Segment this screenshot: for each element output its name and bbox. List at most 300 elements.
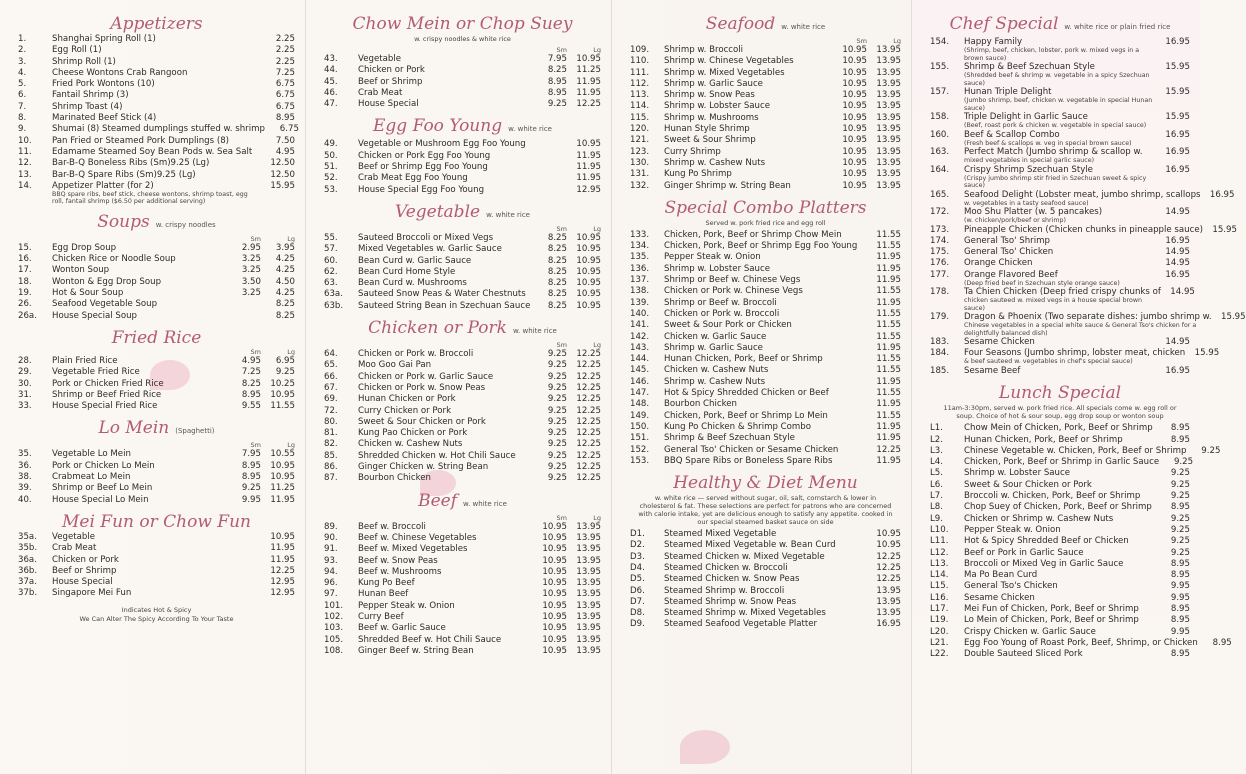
- item-price-large: 13.95: [876, 101, 901, 112]
- item-name-text: Chicken or Pork w. Broccoli: [358, 349, 474, 360]
- menu-item: [18, 311, 295, 322]
- item-price: 16.95: [1165, 37, 1190, 47]
- item-price-small: 10.95: [542, 589, 567, 600]
- item-name: [52, 288, 227, 299]
- menu-item: [18, 472, 295, 483]
- item-name: [52, 356, 227, 367]
- item-number: 89.: [324, 521, 338, 532]
- item-number: 149.: [630, 410, 650, 421]
- item-number: 51.: [324, 162, 338, 173]
- menu-item: [630, 456, 901, 467]
- item-name-text: Shrimp & Beef Szechuan Style: [664, 433, 795, 444]
- item-name-text: Curry Shrimp: [664, 146, 721, 157]
- item-price-small: 10.95: [842, 124, 867, 135]
- item-name-text: Steamed Mixed Vegetable w. Bean Curd: [664, 540, 836, 551]
- spicy-footnote: [18, 606, 295, 624]
- item-number: D9.: [630, 619, 645, 630]
- item-number: L3.: [930, 445, 943, 456]
- item-price-large: 10.95: [576, 54, 601, 64]
- menu-item: [324, 567, 601, 578]
- item-name-text: General Tso' Chicken or Sesame Chicken: [664, 444, 839, 455]
- menu-item: [324, 522, 601, 533]
- item-name-text: Plain Fried Rice: [52, 355, 118, 366]
- item-name: [664, 124, 833, 135]
- item-price: 11.95: [876, 455, 901, 466]
- item-price: 11.55: [876, 320, 901, 331]
- item-number: 63a.: [324, 289, 343, 300]
- menu-item: [630, 354, 901, 365]
- item-description: (Shredded beef & shrimp w. vegetable in a spicy Szechuan sauce): [964, 72, 1150, 87]
- item-number: L1.: [930, 423, 943, 434]
- item-price: 8.95: [1170, 570, 1190, 581]
- item-number: 16.: [18, 254, 32, 265]
- item-price: 12.95: [270, 588, 295, 599]
- item-number: 111.: [630, 67, 650, 78]
- item-name: [358, 451, 533, 462]
- item-name: [358, 372, 533, 383]
- item-number: 6.: [18, 90, 27, 101]
- menu-item: [18, 57, 295, 68]
- item-name: [52, 68, 261, 79]
- item-number: 101.: [324, 600, 344, 611]
- section-subtitle: w. white rice: [486, 210, 530, 219]
- item-name-text: Hunan Chicken or Pork: [358, 394, 456, 405]
- menu-item: [630, 135, 901, 146]
- item-number: 178.: [930, 287, 950, 298]
- item-number: L9.: [930, 513, 943, 524]
- item-name: [964, 62, 1156, 87]
- item-number: 148.: [630, 399, 650, 410]
- item-price: 9.25: [1170, 513, 1190, 524]
- item-price: 15.95: [1165, 112, 1190, 122]
- item-number: 30.: [18, 378, 32, 389]
- item-number: 15.: [18, 242, 32, 253]
- menu-item: [18, 243, 295, 254]
- item-name-text: Shrimp w. Snow Peas: [664, 90, 755, 101]
- item-name: [358, 623, 533, 634]
- item-name: [358, 462, 533, 473]
- menu-item: [930, 112, 1190, 130]
- item-price-small: 8.25: [547, 266, 567, 277]
- item-number: L13.: [930, 558, 949, 569]
- item-number: 133.: [630, 229, 650, 240]
- item-name: [52, 461, 227, 472]
- item-name-text: Chicken or Pork Egg Foo Young: [358, 150, 491, 161]
- item-price-large: 13.95: [876, 146, 901, 157]
- menu-item: [930, 480, 1190, 491]
- item-number: L5.: [930, 468, 943, 479]
- item-name: [964, 548, 1156, 559]
- item-name-text: Crab Meat Egg Foo Young: [358, 173, 468, 184]
- menu-item: [930, 445, 1221, 457]
- section-subtitle: (Spaghetti): [175, 427, 215, 436]
- item-number: 31.: [18, 389, 32, 400]
- item-price: 2.25: [275, 45, 295, 56]
- item-price-large: 13.95: [576, 566, 601, 577]
- item-name-text: Shrimp w. Lobster Sauce: [664, 263, 771, 274]
- menu-item: [18, 79, 295, 90]
- item-name: [664, 597, 867, 608]
- item-name: [358, 256, 533, 267]
- item-name: [52, 299, 227, 310]
- menu-item: [630, 411, 901, 422]
- section-title-text: Special Combo Platters: [664, 197, 867, 218]
- item-number: D6.: [630, 585, 645, 596]
- item-name-text: Pepper Steak w. Onion: [964, 524, 1061, 535]
- item-price-small: 10.95: [842, 146, 867, 157]
- item-price: 11.55: [876, 331, 901, 342]
- menu-item: [18, 136, 295, 147]
- item-number: L19.: [930, 615, 949, 626]
- item-number: 120.: [630, 124, 650, 135]
- item-price-small: 10.95: [842, 78, 867, 89]
- item-price-small: 9.25: [547, 416, 567, 427]
- menu-item: [630, 540, 901, 551]
- menu-item: [18, 113, 295, 124]
- item-number: 50.: [324, 150, 338, 161]
- item-number: 8.: [18, 113, 27, 124]
- item-name: [358, 88, 533, 99]
- menu-item: [930, 130, 1190, 148]
- menu-section-egg_foo: [324, 116, 601, 195]
- item-name: [664, 574, 867, 585]
- item-number: 35a.: [18, 531, 37, 542]
- item-name: [358, 473, 533, 484]
- item-name: [358, 360, 533, 371]
- item-name: [52, 90, 261, 101]
- item-price: 12.25: [876, 562, 901, 573]
- menu-item: [18, 34, 295, 45]
- menu-item: [18, 45, 295, 56]
- item-price-small: 10.95: [842, 45, 867, 55]
- item-name-text: Chicken or Pork: [358, 65, 425, 76]
- item-name: [52, 243, 227, 254]
- item-name: [664, 90, 833, 101]
- footnote-line: Indicates Hot & Spicy: [121, 605, 192, 614]
- menu-section-fried_rice: [18, 328, 295, 412]
- item-number: 85.: [324, 450, 338, 461]
- size-header: [324, 225, 601, 233]
- item-price-large: 13.95: [576, 600, 601, 611]
- item-name-text: Sauteed Broccoli or Mixed Vegs: [358, 232, 494, 243]
- item-number: 55.: [324, 232, 338, 243]
- item-number: D1.: [630, 529, 645, 540]
- item-name: [358, 267, 533, 278]
- item-number: 53.: [324, 184, 338, 195]
- item-price-large: 13.95: [576, 532, 601, 543]
- item-name-text: Bourbon Chicken: [358, 473, 431, 484]
- section-subtitle: w. white rice or plain fried rice: [1064, 23, 1171, 31]
- item-name-text: Steamed Shrimp w. Mixed Vegetables: [664, 608, 826, 619]
- menu-item: [324, 544, 601, 555]
- size-lg-label: Lg: [593, 513, 601, 522]
- menu-column-1: [0, 0, 306, 774]
- item-price: 12.95: [576, 184, 601, 195]
- section-title-text: Appetizers: [110, 14, 203, 34]
- item-price-large: 12.25: [576, 394, 601, 405]
- item-number: 97.: [324, 589, 338, 600]
- item-price-small: 9.25: [547, 462, 567, 473]
- item-number: L20.: [930, 626, 949, 637]
- item-name: [964, 649, 1156, 660]
- item-price-small: 10.95: [542, 532, 567, 543]
- item-name: [664, 422, 867, 433]
- section-title-text: Chow Mein or Chop Suey: [352, 14, 573, 34]
- item-description: (Crispy jumbo shrimp stir fried in Szechuan sweet & spicy sauce): [964, 174, 1147, 189]
- item-name-text: Sauteed String Bean in Szechuan Sauce: [358, 300, 531, 311]
- item-number: 2.: [18, 45, 27, 56]
- item-price-large: 10.95: [270, 472, 295, 483]
- item-number: 137.: [630, 275, 650, 286]
- item-number: 145.: [630, 365, 650, 376]
- size-header: [324, 46, 601, 54]
- item-price-small: 10.95: [542, 600, 567, 611]
- item-price-large: 10.95: [576, 255, 601, 266]
- section-title: [18, 418, 295, 441]
- item-price-small: 9.25: [547, 349, 567, 360]
- menu-item: [324, 267, 601, 278]
- item-name-text: Curry Beef: [358, 611, 404, 622]
- item-name-text: Vegetable: [52, 531, 96, 542]
- menu-item: [630, 275, 901, 286]
- item-name-text: Shumai (8) Steamed dumplings stuffed w. shrimp: [52, 124, 265, 135]
- item-price: 9.25: [1170, 524, 1190, 535]
- item-description: (Beef, roast pork & chicken w. vegetable in special sauce): [964, 122, 1147, 129]
- item-price: 11.95: [876, 433, 901, 444]
- menu-item: [930, 604, 1190, 615]
- item-name-text: Chicken or Pork w. Broccoli: [664, 308, 780, 319]
- item-price-large: 13.95: [876, 56, 901, 67]
- item-name-text: Sesame Chicken: [964, 592, 1035, 603]
- item-price: 8.95: [1212, 637, 1232, 648]
- item-name-text: Singapore Mei Fun: [52, 588, 132, 599]
- size-sm-label: Sm: [556, 224, 567, 233]
- item-name-text: Chicken or Shrimp w. Cashew Nuts: [964, 513, 1114, 524]
- item-number: 131.: [630, 169, 650, 180]
- size-lg-label: Lg: [287, 347, 295, 356]
- menu-item: [630, 619, 901, 630]
- item-price-large: 12.25: [576, 450, 601, 461]
- item-number: L11.: [930, 536, 949, 547]
- item-name: [664, 298, 867, 309]
- menu-item: [930, 423, 1190, 434]
- item-price-large: 13.95: [576, 634, 601, 645]
- menu-section-seafood: [630, 14, 901, 192]
- menu-item: [18, 288, 295, 299]
- section-title: [18, 14, 295, 34]
- item-name-text: Marinated Beef Stick (4): [52, 113, 157, 124]
- item-price: 11.95: [876, 342, 901, 353]
- section-title: [630, 14, 901, 37]
- item-description: (w. chicken/pork/beef or shrimp): [964, 217, 1066, 224]
- item-name-text: Chicken, Pork, Beef or Shrimp Chow Mein: [664, 229, 842, 240]
- item-name: [964, 423, 1156, 434]
- menu-item: [930, 258, 1190, 269]
- item-price-small: 9.25: [547, 428, 567, 439]
- menu-item: [630, 124, 901, 135]
- item-name-text: Pork or Chicken Lo Mein: [52, 460, 155, 471]
- item-price-large: 13.95: [876, 135, 901, 146]
- item-price-small: 10.95: [542, 611, 567, 622]
- item-name-text: Beef w. Chinese Vegetables: [358, 532, 477, 543]
- item-name-text: Sweet & Sour Shrimp: [664, 135, 756, 146]
- item-name-text: Steamed Shrimp w. Snow Peas: [664, 596, 797, 607]
- menu-item: [18, 449, 295, 460]
- item-price-large: 10.95: [576, 289, 601, 300]
- item-number: 93.: [324, 555, 338, 566]
- item-number: 1.: [18, 34, 27, 44]
- item-name: [964, 130, 1156, 148]
- item-name-text: Pepper Steak w. Onion: [358, 600, 455, 611]
- item-name: [664, 411, 867, 422]
- item-price: 12.95: [270, 577, 295, 588]
- menu-item: [630, 586, 901, 597]
- item-name-text: Shrimp & Beef Szechuan Style: [964, 62, 1095, 72]
- menu-item: [930, 37, 1190, 62]
- menu-item: [324, 612, 601, 623]
- item-price: 11.95: [876, 263, 901, 274]
- item-number: 82.: [324, 439, 338, 450]
- item-number: 184.: [930, 348, 950, 359]
- footnote-line: We Can Alter The Spicy According To Your Taste: [79, 614, 234, 623]
- item-number: L2.: [930, 434, 943, 445]
- menu-item: [630, 343, 901, 354]
- item-name-text: Perfect Match (Jumbo shrimp & scallop w.: [964, 147, 1143, 157]
- item-name: [964, 348, 1185, 366]
- item-name-text: Bean Curd w. Garlic Sauce: [358, 255, 472, 266]
- item-price: 9.25: [1173, 457, 1194, 468]
- item-price: 9.95: [1170, 592, 1190, 603]
- item-number: L14.: [930, 570, 949, 581]
- item-name: [358, 65, 533, 76]
- item-name: [52, 265, 227, 276]
- item-name: [358, 646, 533, 657]
- item-name: [664, 388, 867, 399]
- item-price: 15.95: [1221, 312, 1246, 323]
- item-name: [964, 480, 1156, 491]
- item-name: [358, 244, 533, 255]
- item-name-text: Crispy Shrimp Szechuan Style: [964, 164, 1093, 175]
- menu-item: [324, 383, 601, 394]
- item-name: [358, 383, 533, 394]
- item-name-text: Beef or Shrimp: [52, 565, 117, 576]
- menu-item: [630, 101, 901, 112]
- size-header: [630, 37, 901, 45]
- menu-section-appetizers: [18, 14, 299, 206]
- section-note: 11am-3:30pm, served w. pork fried rice. All specials come w. egg roll or soup. Choice of hot & sour soup, egg drop soup or wonton soup: [943, 404, 1177, 421]
- item-name: [964, 514, 1156, 525]
- item-number: D2.: [630, 540, 645, 551]
- item-price: 16.95: [1209, 189, 1235, 200]
- item-price-small: 7.95: [241, 449, 261, 460]
- item-number: 36a.: [18, 554, 37, 565]
- item-number: 91.: [324, 544, 338, 555]
- item-name-text: Chicken Rice or Noodle Soup: [52, 254, 176, 265]
- item-price: 9.25: [1170, 479, 1190, 490]
- item-name: [664, 264, 867, 275]
- item-price: 14.95: [1170, 287, 1195, 298]
- item-name-text: House Special Soup: [52, 310, 137, 321]
- item-name-text: Hunan Chicken, Pork, Beef or Shrimp: [664, 354, 823, 365]
- item-number: 108.: [324, 645, 344, 656]
- item-number: 132.: [630, 180, 650, 191]
- item-price-large: 13.95: [576, 645, 601, 656]
- size-sm-label: Sm: [556, 341, 567, 350]
- item-price-small: 10.95: [842, 101, 867, 112]
- item-name-text: Chicken or Pork w. Chinese Vegs: [664, 286, 803, 297]
- item-number: 72.: [324, 405, 338, 416]
- menu-item: [324, 394, 601, 405]
- size-sm-label: Sm: [250, 441, 261, 450]
- section-title-text: Mei Fun or Chow Fun: [61, 511, 251, 532]
- item-name: [964, 87, 1156, 112]
- item-name-text: Pepper Steak w. Onion: [664, 252, 761, 263]
- item-number: 81.: [324, 428, 338, 439]
- item-price: 13.95: [876, 608, 901, 619]
- menu-item: [630, 574, 901, 585]
- item-price: 14.95: [1165, 258, 1190, 269]
- menu-item: [18, 379, 295, 390]
- item-name-text: Chop Suey of Chicken, Pork, Beef or Shrimp: [964, 502, 1152, 513]
- item-number: 35.: [18, 449, 32, 460]
- item-number: 157.: [930, 87, 950, 97]
- item-description: chicken sauteed w. mixed vegs in a house special brown sauce): [964, 297, 1143, 312]
- menu-section-combo: [630, 198, 901, 467]
- item-price-small: 7.95: [547, 54, 567, 64]
- item-name-text: Beef w. Snow Peas: [358, 555, 438, 566]
- item-number: 94.: [324, 566, 338, 577]
- item-number: 10.: [18, 135, 32, 146]
- menu-item: [18, 90, 295, 101]
- item-name: [358, 289, 533, 300]
- section-subtitle: w. white rice: [508, 125, 552, 134]
- section-title: [630, 473, 901, 493]
- item-number: 37b.: [18, 588, 38, 599]
- item-price-small: 9.55: [241, 401, 261, 412]
- item-name-text: Crabmeat Lo Mein: [52, 472, 131, 483]
- item-name-text: Chicken, Pork, Beef or Shrimp Lo Mein: [664, 410, 828, 421]
- item-name: [664, 608, 867, 619]
- item-name: [52, 277, 227, 288]
- menu-item: [930, 514, 1190, 525]
- item-name: [664, 399, 867, 410]
- menu-item: [324, 256, 601, 267]
- item-name-text: Hot & Spicy Shredded Beef or Chicken: [964, 536, 1129, 547]
- item-name: [664, 56, 833, 67]
- item-number: 154.: [930, 37, 950, 47]
- item-price-large: 4.25: [275, 254, 295, 265]
- item-price: 15.95: [1165, 87, 1190, 97]
- item-price-large: 12.25: [576, 416, 601, 427]
- item-price-large: 10.95: [576, 244, 601, 255]
- size-header: [18, 235, 295, 243]
- item-name: [52, 543, 261, 554]
- item-name: [358, 439, 533, 450]
- item-number: 112.: [630, 78, 650, 89]
- item-name-text: Ginger Beef w. String Bean: [358, 645, 474, 656]
- item-name-text: House Special Lo Mein: [52, 494, 149, 505]
- item-price: 10.95: [576, 139, 601, 150]
- item-name: [52, 532, 261, 543]
- item-name-text: Shrimp w. Chinese Vegetables: [664, 56, 794, 67]
- item-number: 13.: [18, 169, 32, 180]
- item-price-large: 12.25: [576, 405, 601, 416]
- item-number: L6.: [930, 479, 943, 490]
- menu-section-mei_fun: [18, 512, 295, 624]
- menu-column-2: [306, 0, 612, 774]
- item-name: [664, 552, 867, 563]
- item-name: [964, 638, 1198, 649]
